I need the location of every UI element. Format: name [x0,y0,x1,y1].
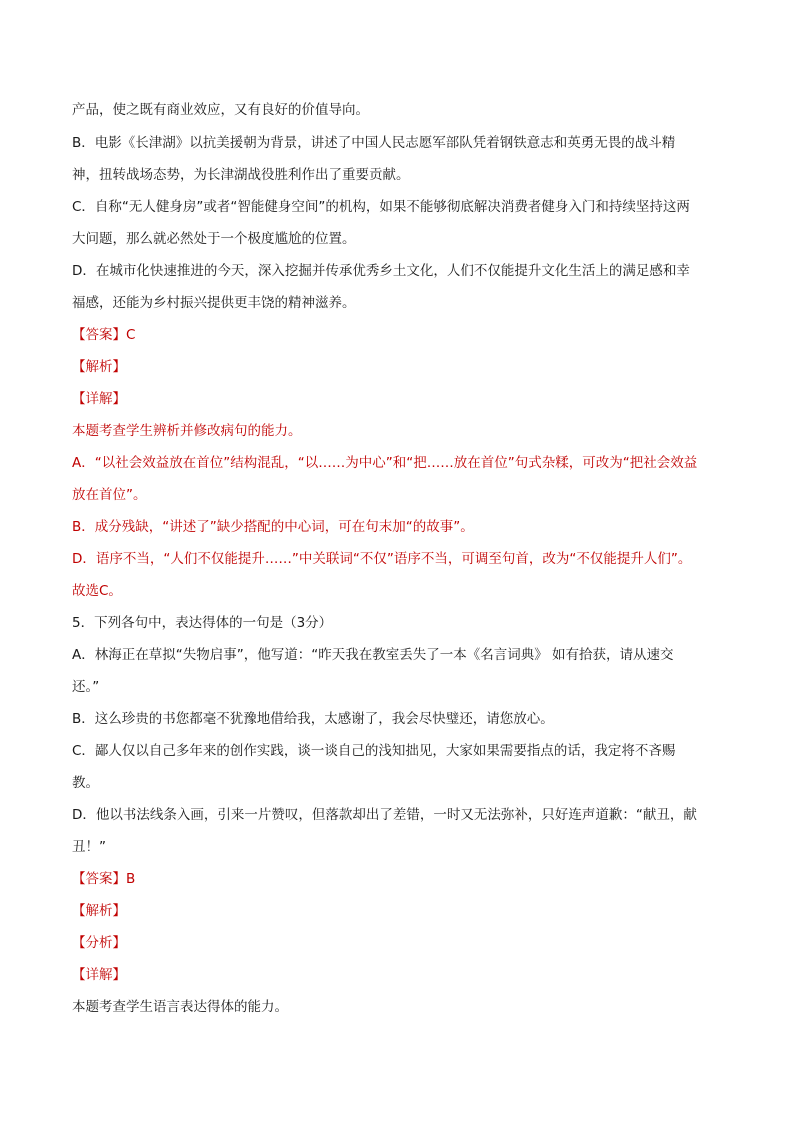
text-line: 还。” [72,679,100,695]
detail-tag: 【详解】 [72,391,126,407]
option-c: C．自称“无人健身房”或者“智能健身空间”的机构，如果不能够彻底解决消费者健身入门和持续坚持这两 [72,199,690,215]
answer-line [72,869,732,889]
option-b: B．这么珍贵的书您都毫不犹豫地借给我，太感谢了，我会尽快璧还，请您放心。 [72,711,554,727]
explanation-line: 本题考查学生语言表达得体的能力。 [72,999,288,1015]
text-line: 产品，使之既有商业效应，又有良好的价值导向。 [72,102,369,118]
text-line: 神，扭转战场态势，为长津湖战役胜利作出了重要贡献。 [72,167,410,183]
text-line: 福感，还能为乡村振兴提供更丰饶的精神滋养。 [72,295,356,311]
text-line: 丑！” [72,839,106,855]
explanation-line: 放在首位”。 [72,487,147,503]
analysis-tag: 【解析】 [72,903,126,919]
detail-tag: 【详解】 [72,967,126,983]
option-b: B．电影《长津湖》以抗美援朝为背景，讲述了中国人民志愿军部队凭着钢铁意志和英勇无畏的战斗精 [72,135,676,151]
explanation-line: 本题考查学生辨析并修改病句的能力。 [72,423,302,439]
answer-tag: 【答案】 [72,871,126,887]
question-title: 5．下列各句中，表达得体的一句是（3分） [72,615,333,631]
answer-tag: 【答案】 [72,327,126,343]
option-d: D．他以书法线条入画，引来一片赞叹，但落款却出了差错，一时又无法弥补，只好连声道歉：“献丑，献 [72,807,697,823]
option-a: A．林海正在草拟“失物启事”，他写道：“昨天我在教室丢失了一本《名言词典》 如有拾获，请从速交 [72,647,674,663]
text-line: 教。 [72,775,99,791]
answer-line [72,325,732,345]
analysis-tag: 【解析】 [72,359,126,375]
analysis-sub-tag: 【分析】 [72,935,126,951]
explanation-line: D．语序不当，“人们不仅能提升……”中关联词“不仅”语序不当，可调至句首，改为“不仅能提升人们”。 [72,551,692,567]
explanation-line: 故选C。 [72,583,122,599]
answer-value: C [126,327,136,343]
explanation-line: A．“以社会效益放在首位”结构混乱，“以……为中心”和“把……放在首位”句式杂糅，可改为“把社会效益 [72,455,698,471]
text-line: 大问题，那么就必然处于一个极度尴尬的位置。 [72,231,356,247]
option-c: C．鄙人仅以自己多年来的创作实践，谈一谈自己的浅知拙见，大家如果需要指点的话，我定将不吝赐 [72,743,676,759]
answer-value: B [126,871,136,887]
explanation-line: B．成分残缺，“讲述了”缺少搭配的中心词，可在句末加“的故事”。 [72,519,474,535]
option-d: D．在城市化快速推进的今天，深入挖掘并传承优秀乡土文化，人们不仅能提升文化生活上的满足感和幸 [72,263,690,279]
